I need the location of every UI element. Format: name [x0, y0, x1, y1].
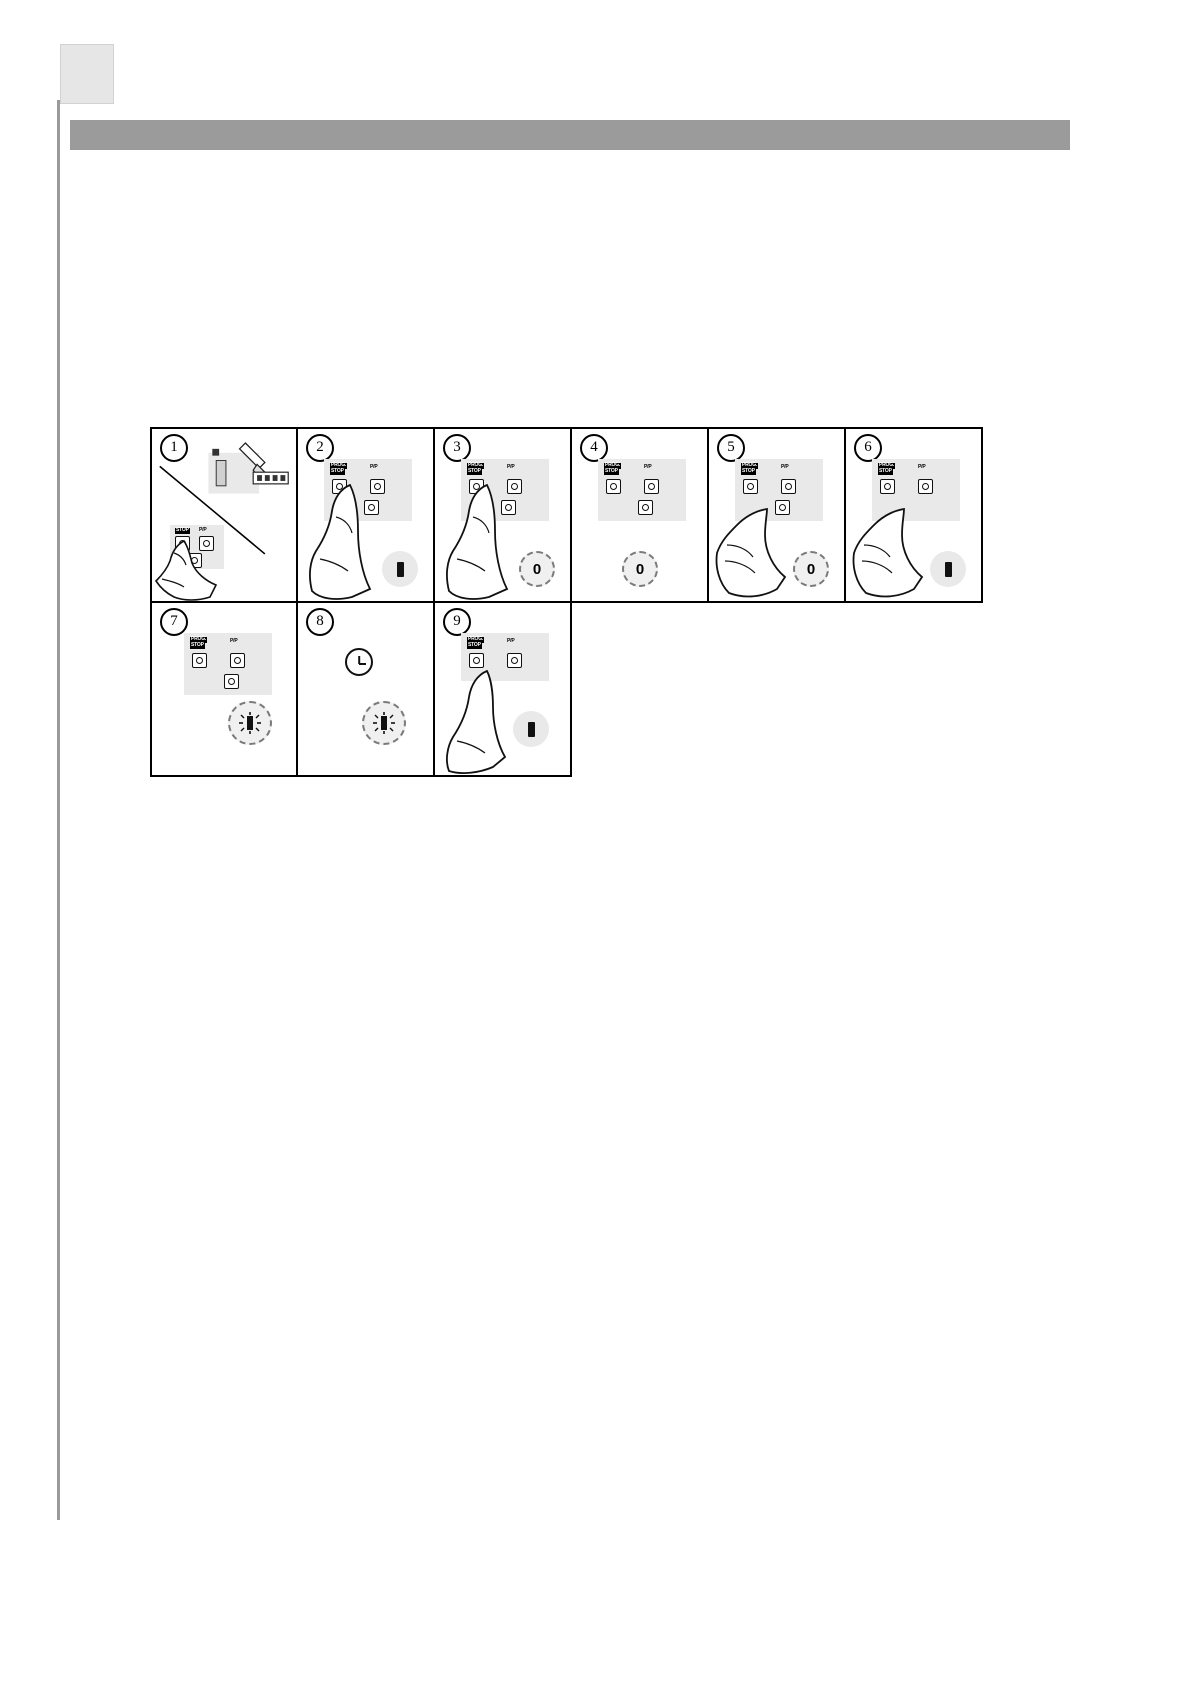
pp-label: P/P: [199, 527, 207, 533]
step-number: 5: [717, 434, 745, 462]
prog-stop-button[interactable]: [175, 536, 190, 551]
stop-label: STOP: [468, 468, 481, 474]
clock-indicator: [336, 639, 382, 685]
prog-label: PROG.: [468, 462, 484, 468]
pp-button[interactable]: [230, 653, 245, 668]
pp-label: P/P: [370, 464, 378, 470]
prog-label: PROG.: [742, 462, 758, 468]
prog-stop-button[interactable]: [469, 653, 484, 668]
option-button[interactable]: [224, 674, 239, 689]
figure-step-6: [844, 427, 983, 603]
prog-label: PROG.: [468, 636, 484, 642]
prog-stop-button[interactable]: [469, 479, 484, 494]
control-panel: [735, 459, 823, 521]
stop-label: STOP: [879, 468, 892, 474]
stop-label: STOP: [742, 468, 755, 474]
indicator-bubble: [622, 551, 658, 587]
prog-stop-label: STOP: [176, 527, 189, 533]
stop-label: STOP: [191, 642, 204, 648]
pp-button[interactable]: [370, 479, 385, 494]
prog-label: PROG.: [879, 462, 895, 468]
page-left-rule: [57, 100, 60, 1520]
pp-label: P/P: [781, 464, 789, 470]
step-number: 6: [854, 434, 882, 462]
flashing-indicator-icon: [364, 703, 404, 743]
indicator-bubble: [513, 711, 549, 747]
figure-step-1: [150, 427, 298, 603]
zero-indicator-icon: 0: [806, 560, 816, 578]
figure-step-3: [433, 427, 572, 603]
step-number: 4: [580, 434, 608, 462]
clock-icon: [336, 639, 382, 685]
indicator-bubble: [362, 701, 406, 745]
pp-label: P/P: [918, 464, 926, 470]
indicator-bubble: [930, 551, 966, 587]
prog-label: PROG.: [331, 462, 347, 468]
control-panel: [872, 459, 960, 521]
stop-label: STOP: [605, 468, 618, 474]
step-number: 3: [443, 434, 471, 462]
option-button[interactable]: [638, 500, 653, 515]
prog-stop-button[interactable]: [880, 479, 895, 494]
bar-indicator-icon: [382, 551, 418, 587]
page-corner-tab: [60, 44, 114, 104]
prog-stop-button[interactable]: [192, 653, 207, 668]
pp-label: P/P: [644, 464, 652, 470]
pp-button[interactable]: [644, 479, 659, 494]
figure-step-8: [296, 601, 435, 777]
bar-indicator-icon: [930, 551, 966, 587]
stop-label: STOP: [468, 642, 481, 648]
prog-stop-button[interactable]: [606, 479, 621, 494]
prog-label: PROG.: [191, 636, 207, 642]
pp-button[interactable]: [199, 536, 214, 551]
option-button[interactable]: [501, 500, 516, 515]
step-number: 8: [306, 608, 334, 636]
zero-indicator-icon: 0: [635, 560, 645, 578]
prog-label: PROG.: [605, 462, 621, 468]
figure-step-5: [707, 427, 846, 603]
indicator-bubble: [519, 551, 555, 587]
control-panel: [598, 459, 686, 521]
flashing-indicator-icon: [230, 703, 270, 743]
pp-label: P/P: [507, 464, 515, 470]
figure-row-2: [150, 601, 981, 775]
figure-step-4: [570, 427, 709, 603]
indicator-bubble: [382, 551, 418, 587]
control-panel-small: [170, 525, 224, 569]
control-panel: [184, 633, 272, 695]
option-button[interactable]: [364, 500, 379, 515]
figure-row-1: [150, 427, 981, 601]
step1-artwork: [152, 429, 296, 601]
pp-button[interactable]: [781, 479, 796, 494]
hand-pointer-icon: [441, 667, 519, 775]
pp-button[interactable]: [918, 479, 933, 494]
indicator-bubble: [228, 701, 272, 745]
pp-label: P/P: [230, 638, 238, 644]
figure-step-9: [433, 601, 572, 777]
option-button[interactable]: [187, 553, 202, 568]
step-number: 7: [160, 608, 188, 636]
zero-indicator-icon: 0: [532, 560, 542, 578]
control-panel: [324, 459, 412, 521]
bar-indicator-icon: [513, 711, 549, 747]
indicator-bubble: [793, 551, 829, 587]
pp-button[interactable]: [507, 653, 522, 668]
control-panel: [461, 633, 549, 681]
page-header-band: [70, 120, 1070, 150]
prog-stop-button[interactable]: [332, 479, 347, 494]
control-panel: [461, 459, 549, 521]
step-number: 9: [443, 608, 471, 636]
figure-step-2: [296, 427, 435, 603]
pp-label: P/P: [507, 638, 515, 644]
figure-step-7: [150, 601, 298, 777]
prog-stop-button[interactable]: [743, 479, 758, 494]
option-button[interactable]: [775, 500, 790, 515]
step-number: 1: [160, 434, 188, 462]
stop-label: STOP: [331, 468, 344, 474]
step-number: 2: [306, 434, 334, 462]
instruction-figure: [150, 427, 981, 775]
pp-button[interactable]: [507, 479, 522, 494]
